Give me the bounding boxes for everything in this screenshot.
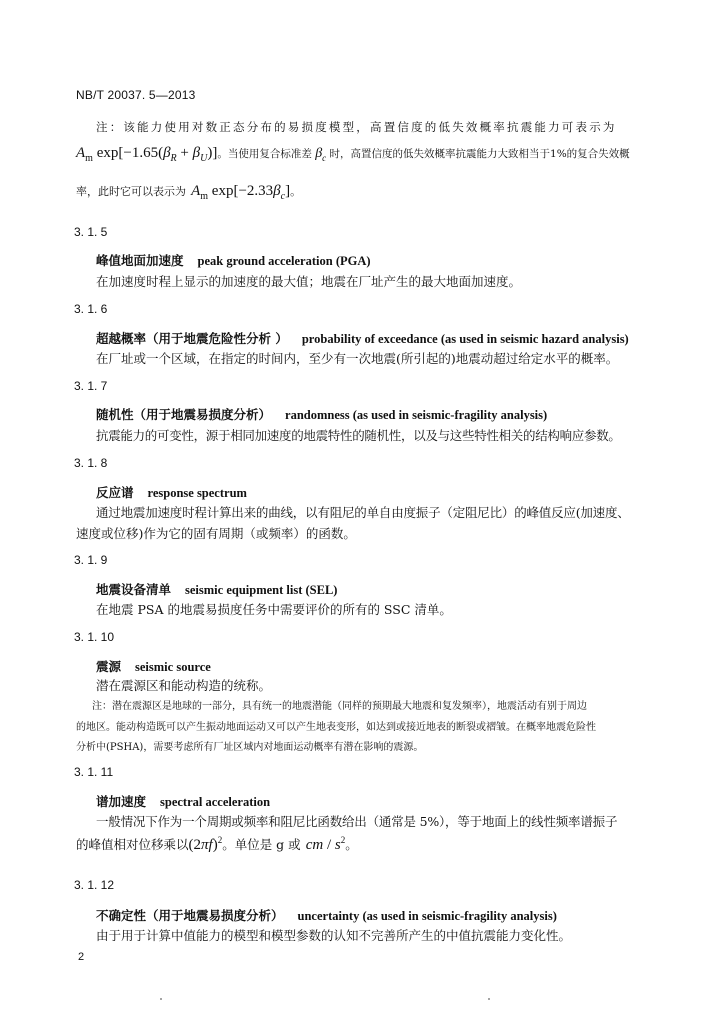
definition-text-continued (76, 834, 358, 854)
definition-text: 在加速度时程上显示的加速度的最大值；地震在厂址产生的最大地面加速度。 (96, 274, 522, 289)
definition-text: 通过地震加速度时程计算出来的曲线，以有阻尼的单自由度振子（定阻尼比）的峰值反应(加速度、 (96, 505, 630, 520)
period: 。 (345, 837, 358, 852)
term-zh: 超越概率（用于地震危险性分析 ） (96, 331, 288, 346)
formula-omega-squared: $(2\pi f)^2$ (188, 835, 223, 853)
note-line-3-end: 。 (290, 185, 302, 198)
term-zh: 不确定性（用于地震易损度分析） (96, 908, 284, 923)
term-heading (96, 906, 557, 924)
definition-text-start: 的峰值相对位移乘以 (76, 837, 189, 852)
term-heading (96, 483, 247, 501)
definition-text: 在地震 PSA 的地震易损度任务中需要评价的所有的 SSC 清单。 (96, 602, 452, 617)
note-text: 分析中(PSHA)，需要考虑所有厂址区域内对地面运动概率有潜在影响的震源。 (76, 742, 424, 753)
term-en: peak ground acceleration (PGA) (197, 254, 371, 268)
scan-speck (488, 998, 490, 1000)
note-text: 注：潜在震源区是地球的一部分，具有统一的地震潜能（同样的预期最大地震和复发频率），地震活动有别于周边 (92, 701, 587, 712)
term-heading (96, 251, 371, 269)
unit-cm-per-s2: cm / $s^2$ (305, 835, 346, 853)
term-heading (96, 580, 337, 598)
term-heading (96, 657, 211, 675)
term-en: spectral acceleration (160, 795, 271, 809)
note-line-2 (76, 142, 630, 164)
term-zh: 地震设备清单 (96, 582, 172, 597)
term-en: seismic source (135, 660, 211, 674)
formula-hclpf-composite: $A_m$ $\exp[-2.33\beta_c]$ (191, 183, 291, 202)
term-zh: 峰值地面加速度 (96, 253, 184, 268)
definition-text: 抗震能力的可变性，源于相同加速度的地震特性的随机性，以及与这些特性相关的结构响应参数。 (96, 428, 621, 443)
definition-text-continued: 速度或位移)作为它的固有周期（或频率）的函数。 (76, 526, 356, 541)
section-number: 3. 1. 6 (74, 302, 108, 316)
term-en: seismic equipment list (SEL) (185, 583, 338, 597)
definition-text: 在厂址或一个区域，在指定的时间内，至少有一次地震(所引起的)地震动超过给定水平的概率。 (96, 351, 619, 366)
term-en: randomness (as used in seismic-fragility analysis) (285, 408, 548, 422)
term-en: probability of exceedance (as used in seismic hazard analysis) (301, 332, 629, 346)
document-header: NB/T 20037. 5—2013 (76, 88, 196, 102)
term-zh: 随机性（用于地震易损度分析） (96, 407, 272, 422)
section-number: 3. 1. 5 (74, 225, 108, 239)
term-heading (96, 405, 547, 423)
section-number: 3. 1. 7 (74, 379, 108, 393)
term-zh: 谱加速度 (96, 794, 147, 809)
term-zh: 反应谱 (96, 485, 134, 500)
note-text: 的地区。能动构造既可以产生振动地面运动又可以产生地表变形，如达到或接近地表的断裂或褶皱。在概率地震危险性 (76, 722, 596, 733)
term-zh: 震源 (96, 659, 122, 674)
term-en: uncertainty (as used in seismic-fragility analysis) (297, 909, 557, 923)
note-line-2-text: 。当使用复合标准差 $\beta_c$ 时，高置信度的低失效概率抗震能力大致相当于1%的复合失效概 (217, 146, 630, 163)
formula-hclpf: $A_m$ $\exp[-1.65(\beta_R + \beta_U)]$ (76, 145, 218, 164)
section-number: 3. 1. 10 (74, 630, 115, 644)
definition-text: 一般情况下作为一个周期或频率和阻尼比函数给出（通常是 5%），等于地面上的线性频率谱振子 (96, 814, 618, 829)
section-number: 3. 1. 12 (74, 878, 115, 892)
note-line-3-start: 率，此时它可以表示为 (76, 185, 186, 198)
term-en: response spectrum (147, 486, 247, 500)
term-heading (96, 792, 270, 810)
definition-text: 由于用于计算中值能力的模型和模型参数的认知不完善所产生的中值抗震能力变化性。 (96, 928, 572, 943)
definition-text: 潜在震源区和能动构造的统称。 (96, 678, 272, 693)
section-number: 3. 1. 8 (74, 456, 108, 470)
scan-speck (160, 998, 162, 1000)
note-line-1: 注：该能力使用对数正态分布的易损度模型，高置信度的低失效概率抗震能力可表示为 (96, 120, 617, 134)
note-line-3 (76, 180, 301, 202)
page-number: 2 (78, 951, 85, 963)
unit-prefix-text: 。单位是 g 或 (222, 837, 301, 852)
term-heading (96, 329, 629, 347)
section-number: 3. 1. 9 (74, 553, 108, 567)
section-number: 3. 1. 11 (74, 765, 114, 779)
